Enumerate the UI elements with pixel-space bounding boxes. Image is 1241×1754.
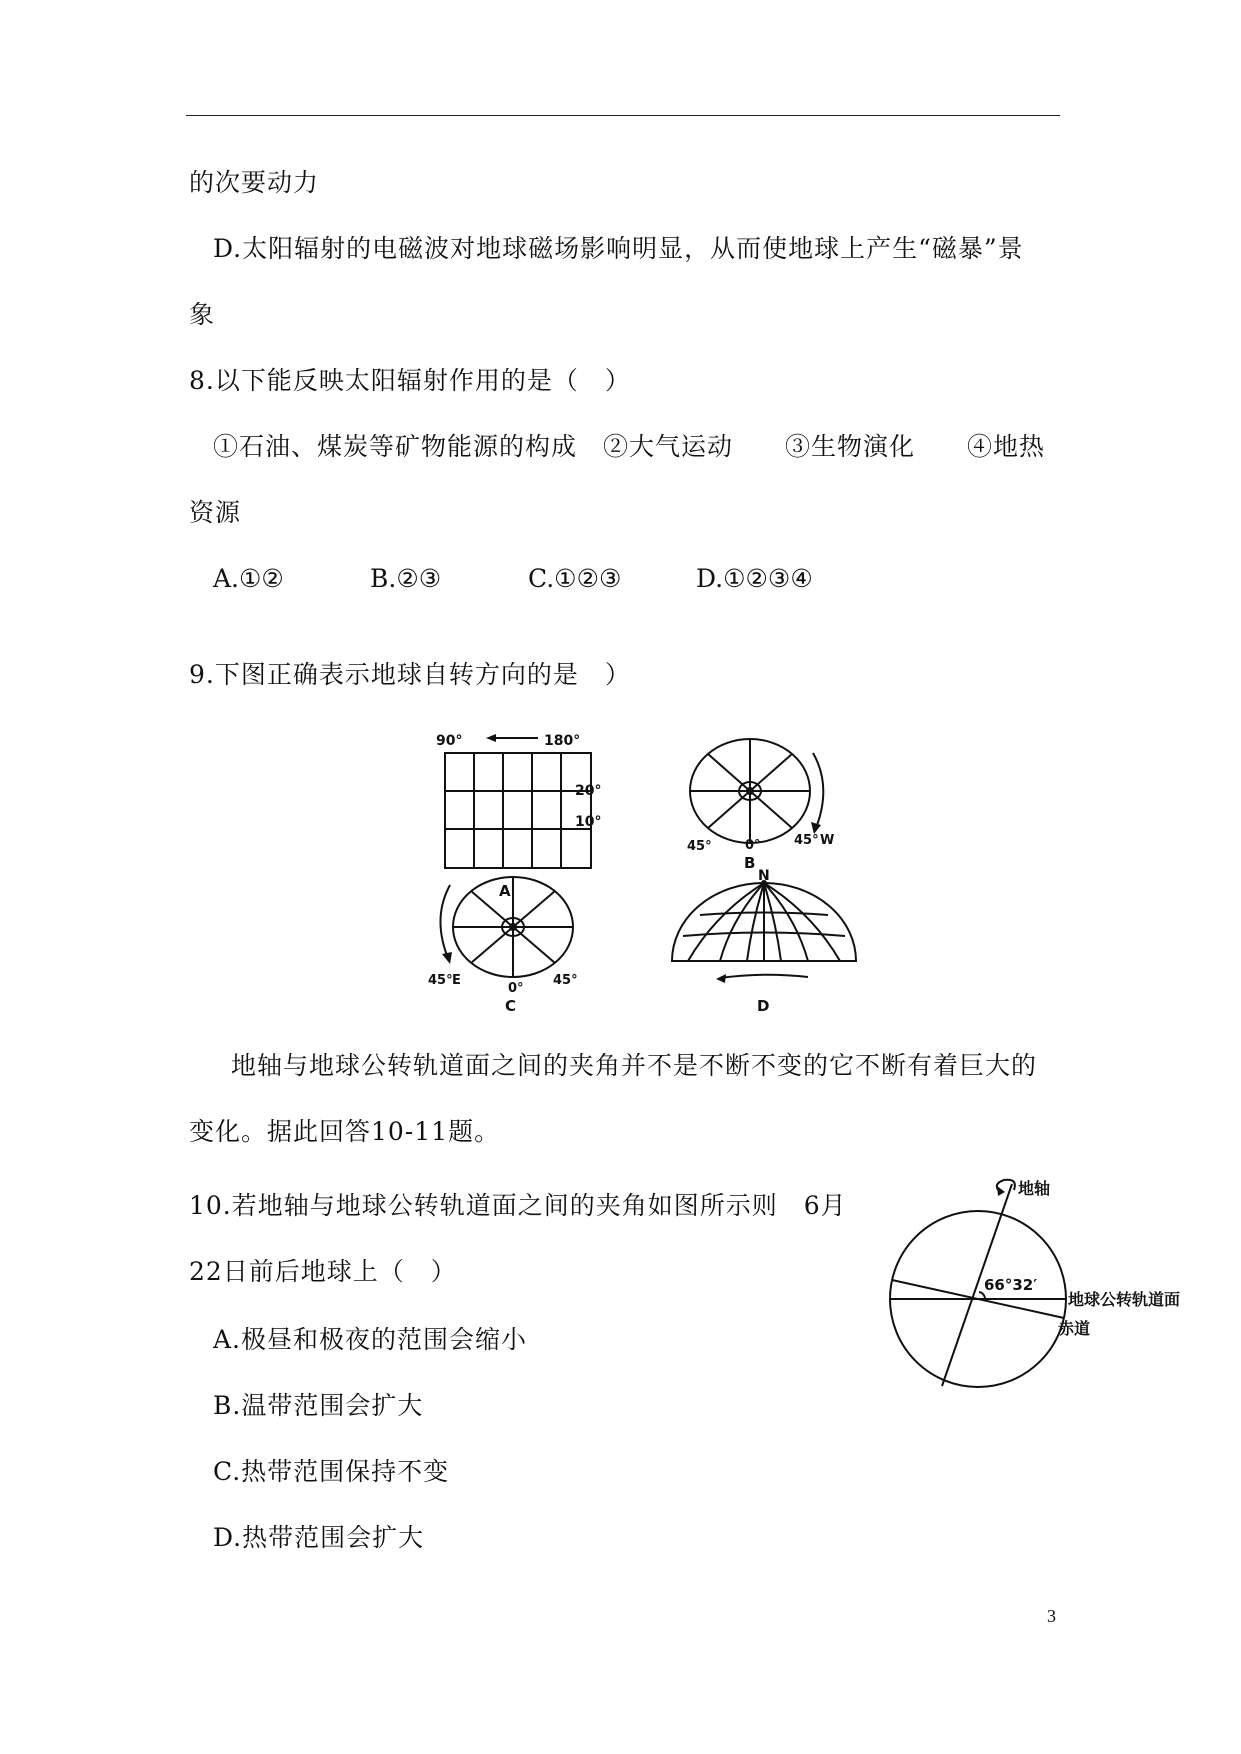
question-10-cont: 22日前后地球上（ ） <box>189 1257 457 1286</box>
panel-c-label-45-right: 45° <box>553 973 578 988</box>
panel-c-label-45-left: 45° <box>428 973 453 988</box>
text-line: 资源 <box>189 498 242 527</box>
rotation-figure <box>420 728 860 1018</box>
page-number: 3 <box>1047 1606 1056 1626</box>
text-line: 象 <box>189 300 216 329</box>
panel-d-hemisphere <box>672 883 856 983</box>
orbit-plane-label: 地球公转轨道面 <box>1068 1290 1181 1309</box>
panel-a-grid <box>445 734 591 868</box>
text-line: 的次要动力 <box>189 168 320 197</box>
angle-label: 66°32′ <box>984 1276 1038 1294</box>
question-9: 9.下图正确表示地球自转方向的是 ） <box>189 660 631 689</box>
panel-d-caption: D <box>757 997 770 1015</box>
panel-d-label-n: N <box>758 868 770 884</box>
text-line: D.太阳辐射的电磁波对地球磁场影响明显，从而使地球上产生“磁暴”景 <box>213 234 1024 263</box>
panel-c-label-e: E <box>452 973 461 988</box>
panel-a-label-20: 20° <box>575 783 602 799</box>
option-d: D.①②③④ <box>696 564 813 593</box>
panel-a-caption: A <box>499 882 511 900</box>
q10-option-a: A.极昼和极夜的范围会缩小 <box>213 1325 528 1354</box>
q10-option-c: C.热带范围保持不变 <box>213 1457 450 1486</box>
axis-tilt-figure <box>880 1172 1205 1402</box>
panel-b-label-45-right: 45° <box>794 833 819 848</box>
panel-b-label-0: 0° <box>745 838 761 853</box>
panel-b-label-45-left: 45° <box>687 839 712 854</box>
q10-option-d: D.热带范围会扩大 <box>213 1523 425 1552</box>
question-8: 8.以下能反映太阳辐射作用的是（ ） <box>189 366 631 395</box>
option-c: C.①②③ <box>528 564 622 593</box>
option-a: A.①② <box>213 564 284 593</box>
passage-line-2: 变化。据此回答10-11题。 <box>189 1117 501 1146</box>
panel-c-label-0: 0° <box>508 981 524 996</box>
panel-a-label-10: 10° <box>575 814 602 830</box>
panel-b-caption: B <box>744 854 756 872</box>
header-rule <box>186 115 1060 116</box>
option-b: B.②③ <box>370 564 442 593</box>
panel-a-label-180: 180° <box>544 733 581 749</box>
equator-label: 赤道 <box>1058 1319 1091 1338</box>
q10-option-b: B.温带范围会扩大 <box>213 1391 424 1420</box>
panel-b-pole-dot <box>746 787 754 795</box>
passage-line-1: 地轴与地球公转轨道面之间的夹角并不是不断不变的它不断有着巨大的 <box>231 1051 1038 1080</box>
panel-a-label-90: 90° <box>436 733 463 749</box>
axis-label: 地轴 <box>1018 1179 1051 1198</box>
panel-c-pole-dot <box>509 923 517 931</box>
panel-b-polar <box>690 739 823 843</box>
rotation-arrowhead <box>997 1186 1005 1196</box>
question-8-items: ①石油、煤炭等矿物能源的构成 ②大气运动 ③生物演化 ④地热 <box>213 432 1046 461</box>
question-10: 10.若地轴与地球公转轨道面之间的夹角如图所示则 6月 <box>189 1191 847 1220</box>
panel-b-label-w: W <box>820 833 835 848</box>
panel-c-caption: C <box>505 997 517 1015</box>
